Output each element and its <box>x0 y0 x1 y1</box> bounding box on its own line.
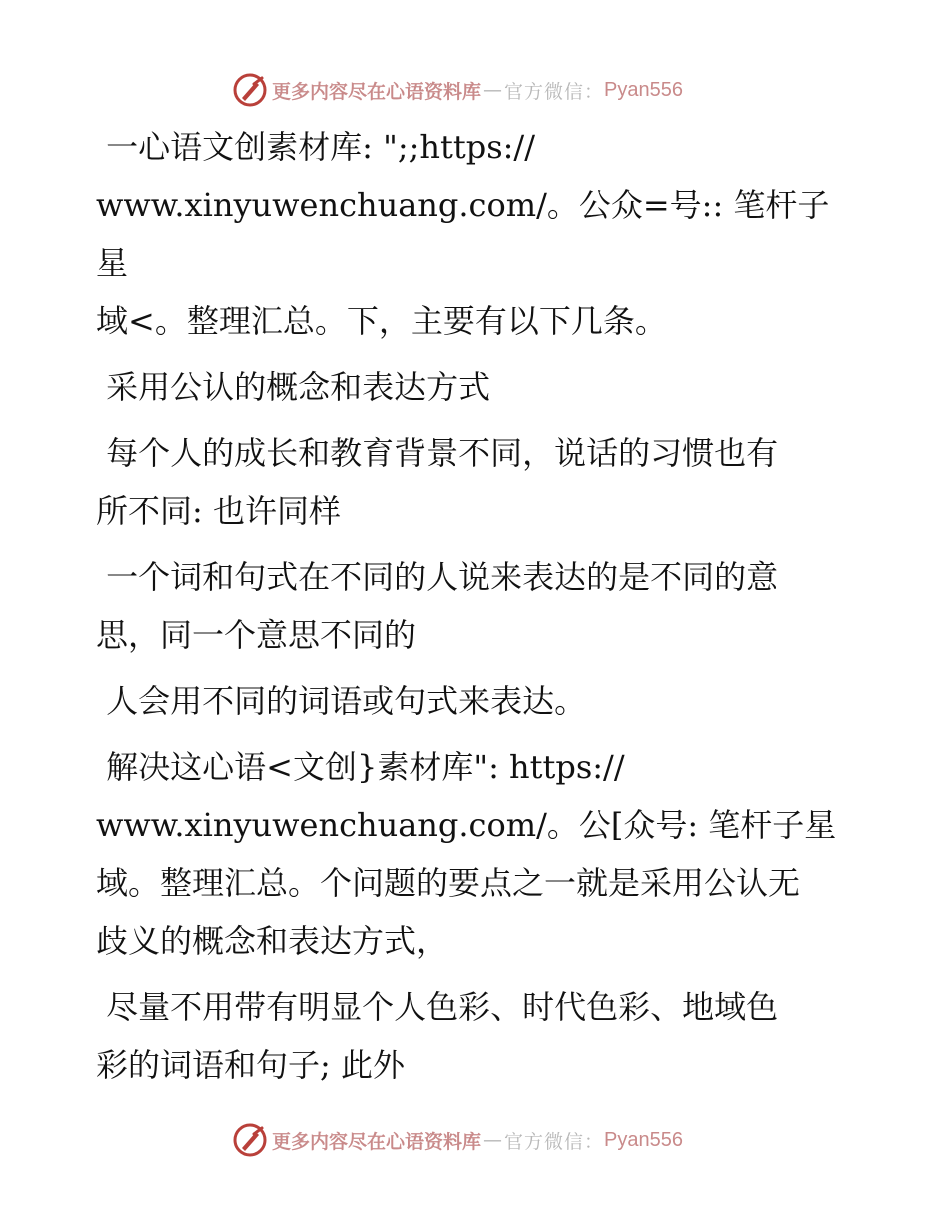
watermark-text: 更多内容尽在心语资料库 <box>272 80 482 103</box>
pen-seal-logo-icon <box>232 72 268 108</box>
wechat-id: Pyan556 <box>604 1128 683 1151</box>
wechat-label: 官方微信： <box>504 80 605 103</box>
text-line: 歧义的概念和表达方式， <box>96 922 449 960</box>
wechat-label: 官方微信： <box>504 1130 605 1153</box>
text-line: 采用公认的概念和表达方式 <box>96 368 491 406</box>
text-line: 域。整理汇总。个问题的要点之一就是采用公认无 <box>96 864 801 902</box>
text-line: 一心语文创素材库: ";;https:// <box>96 128 535 166</box>
text-line: 思，同一个意思不同的 <box>96 616 417 654</box>
pen-seal-logo-icon <box>232 1122 268 1158</box>
text-line: 每个人的成长和教育背景不同，说话的习惯也有 <box>96 434 779 472</box>
text-line: 彩的词语和句子; 此外 <box>96 1046 405 1084</box>
text-line: 一个词和句式在不同的人说来表达的是不同的意 <box>96 558 779 596</box>
header-watermark <box>232 70 683 110</box>
text-line: 域<。整理汇总。下，主要有以下几条。 <box>96 302 667 340</box>
text-line: 人会用不同的词语或句式来表达。 <box>96 682 587 720</box>
text-line: www.xinyuwenchuang.com/。公众=号:: 笔杆子星 <box>96 186 830 282</box>
text-line: www.xinyuwenchuang.com/。公[众号: 笔杆子星 <box>96 806 837 844</box>
document-body <box>96 118 856 1094</box>
text-line: 解决这心语<文创}素材库": https:// <box>96 748 625 786</box>
watermark-dash: — <box>483 1129 503 1151</box>
watermark-dash: — <box>483 79 503 101</box>
text-line: 尽量不用带有明显个人色彩、时代色彩、地域色 <box>96 988 779 1026</box>
wechat-id: Pyan556 <box>604 78 683 101</box>
text-line: 所不同: 也许同样 <box>96 492 341 530</box>
watermark-text: 更多内容尽在心语资料库 <box>272 1130 482 1153</box>
footer-watermark <box>232 1120 683 1160</box>
